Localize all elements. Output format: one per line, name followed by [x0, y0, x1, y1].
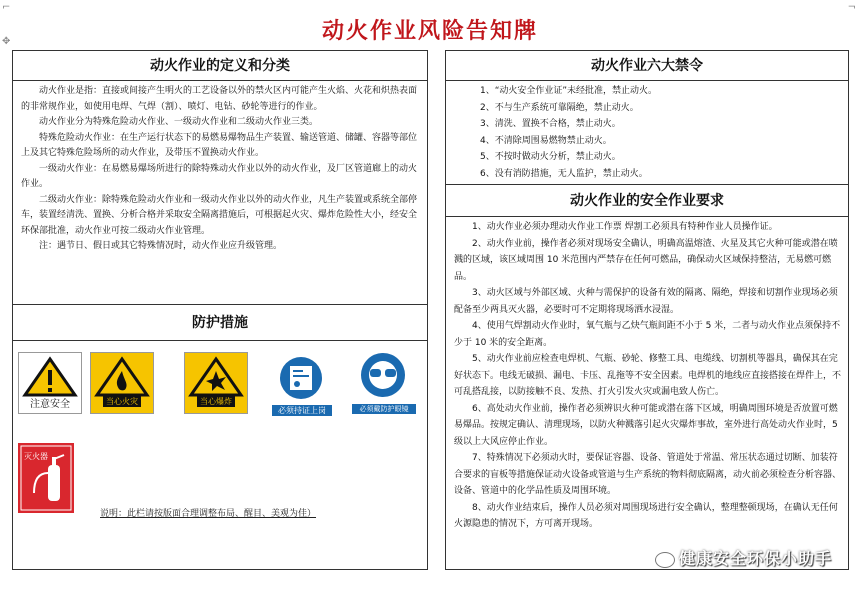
sign-caption: 当心爆炸: [197, 396, 235, 407]
sign-caption: 灭火器: [24, 452, 48, 461]
def-paragraph: 动火作业分为特殊危险动火作业、一级动火作业和二级动火作业三类。: [39, 117, 319, 127]
prohibitions-panel: [445, 50, 849, 185]
req-paragraph: 3、动火区域与外部区域、火种与需保护的设备有效的隔离、隔绝，焊接和切割作业现场必须配备至少两具灭火器，必要时可不定期将现场洒水浸湿。: [454, 288, 838, 315]
pro-paragraph: 1、“动火安全作业证”未经批准，禁止动火。: [480, 86, 658, 96]
def-paragraph: 注：遇节日、假日或其它特殊情况时，动火作业应升级管理。: [39, 241, 283, 251]
page-corner-marker: ¬: [847, 2, 856, 13]
pro-paragraph: 5、不按时做动火分析，禁止动火。: [480, 152, 621, 162]
def-paragraph: 一级动火作业：在易燃易爆场所进行的除特殊动火作业以外的动火作业，及厂区管道廊上的动火作业。: [21, 163, 418, 189]
req-paragraph: 2、动火作业前，操作者必须对现场安全确认，明确高温熔渣、火星及其它火种可能或潜在喷溅的区域，该区域周围 10 米范围内严禁存在任何可燃品，确保动火区域保持整洁，无易燃可燃品。: [454, 238, 838, 282]
protection-heading: 防护措施: [13, 305, 427, 341]
explosion-sign: [184, 352, 248, 414]
layout-note: 说明：此栏请按版面合理调整布局、醒目、美观为佳）: [100, 509, 317, 519]
definition-panel: [12, 50, 428, 305]
sign-caption: 注意安全: [30, 399, 70, 410]
req-paragraph: 8、动火作业结束后，操作人员必须对周围现场进行安全确认，整理整顿现场，在确认无任何火源隐患的情况下，方可离开现场。: [454, 502, 838, 529]
sign-caption: 当心火灾: [103, 396, 141, 407]
definition-heading: 动火作业的定义和分类: [13, 51, 427, 81]
certificate-icon: [270, 356, 332, 400]
pro-paragraph: 3、清洗、置换不合格，禁止动火。: [480, 119, 621, 129]
protection-panel: [12, 304, 428, 570]
definition-text: [21, 84, 421, 255]
requirements-heading: 动火作业的安全作业要求: [446, 185, 848, 217]
req-paragraph: 4、使用气焊割动火作业时，氧气瓶与乙炔气瓶间距不小于 5 米，二者与动火作业点须保持不少于 10 米的安全距离。: [454, 321, 841, 348]
sign-caption: 必须持证上岗: [272, 405, 332, 416]
requirements-text: [454, 219, 842, 533]
req-paragraph: 1、动火作业必须办理动火作业工作票 焊割工必须具有特种作业人员操作证。: [472, 222, 778, 232]
pro-paragraph: 2、不与生产系统可靠隔绝，禁止动火。: [480, 102, 639, 113]
caution-sign: [18, 352, 82, 414]
def-paragraph: 特殊危险动火作业：在生产运行状态下的易燃易爆物品生产装置、输送管道、储罐、容器等部位上及其它特殊危险场所的动火作业，及带压不置换动火作业。: [21, 132, 418, 158]
warning-icon: [19, 353, 81, 397]
watermark-text: 健康安全环保小助手: [678, 549, 832, 568]
sign-caption: 必须戴防护眼镜: [352, 404, 416, 414]
watermark: [655, 546, 832, 569]
certificate-sign: [270, 356, 334, 418]
page-corner-marker: ⌐: [2, 2, 11, 13]
extinguisher-sign: [18, 443, 74, 513]
req-paragraph: 7、特殊情况下必须动火时，要保证容器、设备、管道处于常温、常压状态通过切断、加装符合要求的盲板等措施保证动火设备或管道与生产系统的物料彻底隔离，动火前必须检查分析容器、设备、管道中的化学品性质及周围环境。: [454, 453, 842, 496]
pro-paragraph: 4、不清除周围易燃物禁止动火。: [480, 135, 612, 146]
def-paragraph: 二级动火作业：除特殊危险动火作业和一级动火作业以外的动火作业，凡生产装置或系统全部停车，装置经清洗、置换、分析合格并采取安全隔离措施后，可根据起火灾、爆炸危险性大小，经安全环保部批准，动火作业可按二级动火作业管理。: [21, 194, 418, 236]
page-title: 动火作业风险告知牌: [321, 18, 538, 44]
prohibitions-list: [454, 83, 842, 182]
wechat-icon: [655, 552, 675, 568]
pro-paragraph: 6、没有消防措施，无人监护，禁止动火。: [480, 168, 648, 179]
move-handle-icon[interactable]: ✥: [2, 36, 11, 47]
fire-sign: [90, 352, 154, 414]
def-paragraph: 动火作业是指：直接或间接产生明火的工艺设备以外的禁火区内可能产生火焰、火花和炽热表面的非常规作业，如使用电焊、气焊（割）、喷灯、电钻、砂轮等进行的作业。: [21, 86, 418, 112]
explosion-warning-icon: [185, 353, 247, 397]
req-paragraph: 5、动火作业前应检查电焊机、气瓶、砂轮、修整工具、电缆线、切割机等器具，确保其在完好状态下。电线无破损、漏电、卡压、乱拖等不安全因素。电焊机的地线应直接搭接在焊件上，不可乱搭乱接，以防接触不良、发热、打火引发火灾或漏电致人伤亡。: [454, 354, 842, 397]
req-paragraph: 6、高处动火作业前，操作者必须辨识火种可能或潜在落下区域，明确周围环境是否放置可燃易爆品。按规定确认、清理现场，以防火种溅落引起火灾爆炸事故，室外进行高处动火作业时，5 级以上大风应停止作业。: [454, 403, 838, 447]
fire-warning-icon: [91, 353, 153, 397]
requirements-panel: [445, 184, 849, 570]
goggles-icon: [352, 352, 414, 398]
goggles-sign: [352, 352, 416, 414]
prohibitions-heading: 动火作业六大禁令: [446, 51, 848, 81]
